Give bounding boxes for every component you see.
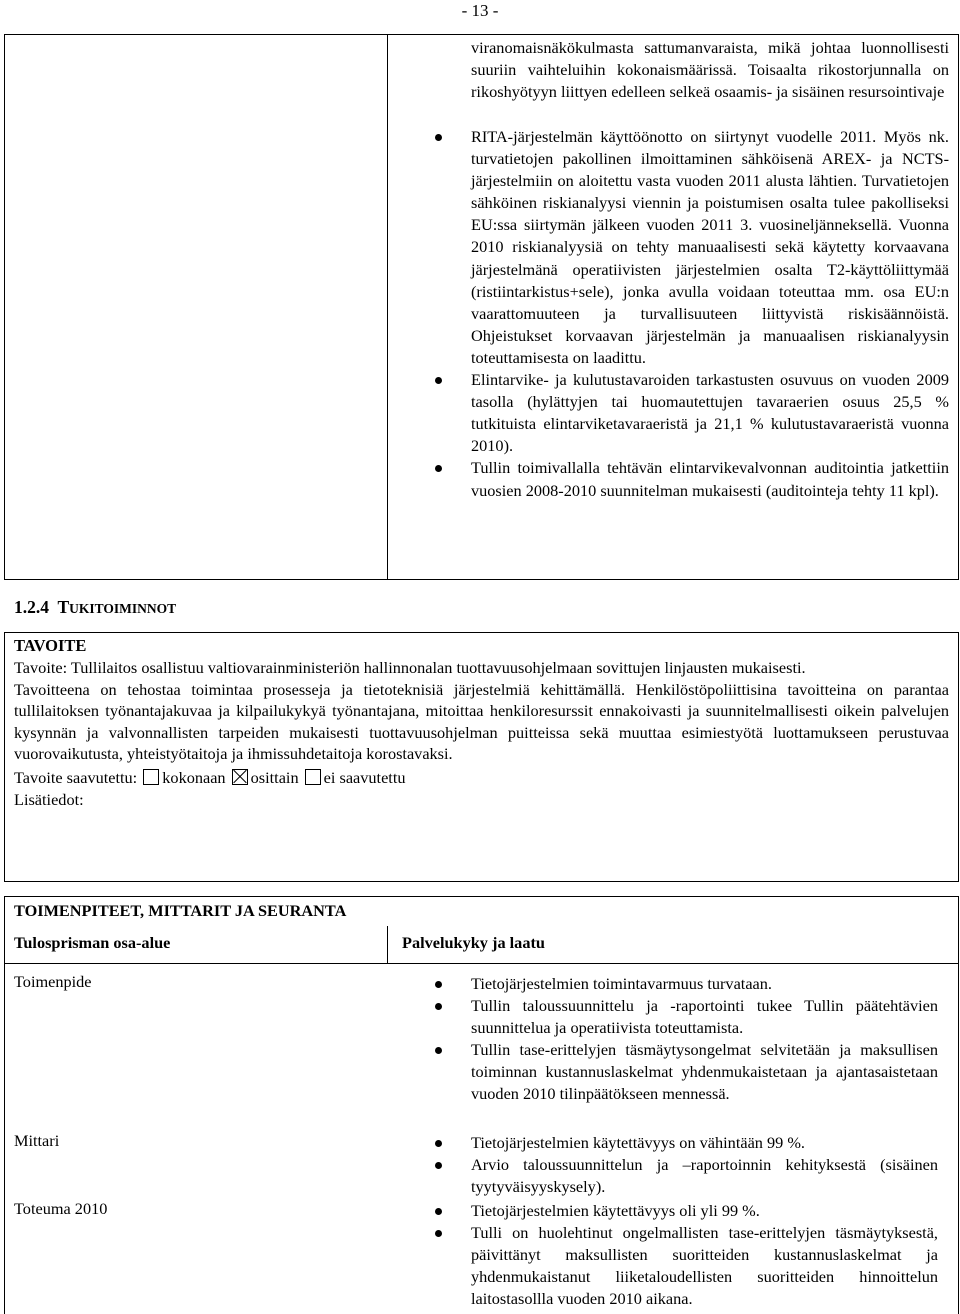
list-item: Tullin taloussuunnittelu ja -raportointi tukee Tullin päätehtävien suunnittelua ja operatiivista toteuttamista. (471, 995, 938, 1039)
measures-title: TOIMENPITEET, MITTARIT JA SEURANTA (14, 901, 347, 920)
goal-heading: TAVOITE (14, 636, 87, 655)
list-item: Tullin tase-erittelyjen täsmäytysongelmat selvitetään ja maksullisen toiminnan kustannuslaskelmat yhdenmukaistetaan ja ajantasaistetaan vuoden 2010 tilinpäätökseen mennessä. (471, 1039, 938, 1105)
list-item: Arvio taloussuunnittelun ja –raportoinnin kehityksestä (sisäinen tyytyväisyyskysely). (471, 1154, 938, 1198)
goal-statement: Tavoite: Tullilaitos osallistuu valtiovarainministeriön hallinnonalan tuottavuusohjelmaan sovittujen linjausten mukaisesti. (14, 658, 806, 677)
mittari-bullets (471, 1132, 938, 1198)
row-label-toteuma: Toteuma 2010 (14, 1199, 108, 1218)
list-item: Tietojärjestelmien käytettävyys on vähintään 99 %. (471, 1132, 938, 1154)
checkbox-label: ei saavutettu (323, 768, 406, 787)
bullet-icon (435, 1230, 442, 1237)
column-header-value: Palvelukyky ja laatu (402, 933, 545, 952)
bullet-icon (435, 1208, 442, 1215)
list-item: Elintarvike- ja kulutustavaroiden tarkastusten osuvuus on vuoden 2009 tasolla (hylättyjen tai huomautettujen tavaraerien osuus 25,5 % tutkituista elintarviketavaraeristä ja 21,1 % kulutustavaraeristä vuonna 2010). (471, 369, 949, 457)
goal-description: Tavoitteena on tehostaa toimintaa prosesseja ja tietoteknisiä järjestelmiä kehittämällä. Henkilöstöpoliittisina tavoitteina on parantaa tullilaitoksen työnantajakuvaa ja kilpailukykyä työnantajana, mitoittaa henkiloresurssit ennakoivasti ja suunnitelmallisesti oikein palvelujen kysynnän ja valvonnallisten tarpeiden mukaisesti tuottavuusohjelman puitteissa sekä muuttaa esimiestyötä luottamukseen perustuvaa vuorovaikutusta, yhteistyötaitoja ja ihmissuhdetaitoja korostavaksi. (14, 680, 949, 764)
checkbox-label: kokonaan (162, 768, 226, 787)
list-item: Tullin toimivallalla tehtävän elintarvikevalvonnan auditointia jatkettiin vuosien 2008-2010 suunnitelman mukaisesti (auditointeja tehty 11 kpl). (471, 457, 949, 501)
goal-achieved-row (14, 767, 406, 788)
list-item: RITA-järjestelmän käyttöönotto on siirtynyt vuodelle 2011. Myös nk. turvatietojen pakollinen ilmoittaminen sähköisenä AREX- ja NCTS-järjestelmiin on aloitettu vasta vuoden 2011 alusta lähtien. Turvatietojen sähköinen riskianalyysi viennin ja poistumisen osalta tulee pakolliseksi EU:ssa siirtymän jälkeen vuoden 2011 3. vuosineljänneksellä. Vuonna 2010 riskianalyysiä on tehty manuaalisesti sekä käytetty korvaavana järjestelmänä operatiivisten järjestelmien osalta T2-käyttöliittymää (ristiintarkistus+sele), jonka avulla voidaan toteuttaa mm. osa EU:n vaarattomuuteen ja turvallisuuteen liittyvistä riskisäännöistä. Ohjeistukset korvaavan järjestelmän ja manuaalisen riskianalyysin toteuttamisesta on laadittu. (471, 126, 949, 369)
bullet-icon (435, 1003, 442, 1010)
section-title-rest: UKITOIMINNOT (69, 601, 177, 616)
section-title-initial: T (57, 597, 70, 617)
bullet-icon (435, 1162, 442, 1169)
list-item: Tietojärjestelmien käytettävyys oli yli 99 %. (471, 1200, 938, 1222)
checkbox-osittain[interactable] (232, 769, 248, 785)
section-heading (14, 597, 176, 618)
toteuma-bullets (471, 1200, 938, 1310)
bullet-icon (435, 1140, 442, 1147)
checkbox-kokonaan[interactable] (143, 769, 159, 785)
list-item: Tietojärjestelmien toimintavarmuus turvataan. (471, 973, 938, 995)
section-number: 1.2.4 (14, 597, 49, 617)
toimenpide-bullets (471, 973, 938, 1106)
row-label-toimenpide: Toimenpide (14, 972, 92, 991)
extra-info-label: Lisätiedot: (14, 790, 84, 809)
column-header-area: Tulosprisman osa-alue (14, 933, 171, 952)
bullet-icon (435, 134, 442, 141)
bullet-icon (435, 377, 442, 384)
list-item: Tulli on huolehtinut ongelmallisten tase-erittelyjen täsmäytyksestä, päivittänyt maksullisten suoritteiden kustannuslaskelmat ja yhdenmukaistanut liiketaloudellisten suoritteiden hinnoittelun laitostasollla vuoden 2010 aikana. (471, 1222, 938, 1310)
top-table-bullets (471, 126, 949, 502)
row-label-mittari: Mittari (14, 1131, 60, 1150)
checkbox-ei-saavutettu[interactable] (305, 769, 321, 785)
page-number: - 13 - (461, 1, 499, 20)
goal-achieved-label: Tavoite saavutettu: (14, 768, 138, 787)
checkbox-label: osittain (250, 768, 299, 787)
bullet-icon (435, 981, 442, 988)
bullet-icon (435, 1047, 442, 1054)
top-table-paragraph: viranomaisnäkökulmasta sattumanvaraista, mikä johtaa luonnollisesti suuriin vaihteluihin kokonaismäärissä. Toisaalta rikostorjunnalla on rikoshyötyyn liittyen edelleen selkeä osaamis- ja sisäinen resursointivaje (471, 38, 949, 101)
bullet-icon (435, 465, 442, 472)
